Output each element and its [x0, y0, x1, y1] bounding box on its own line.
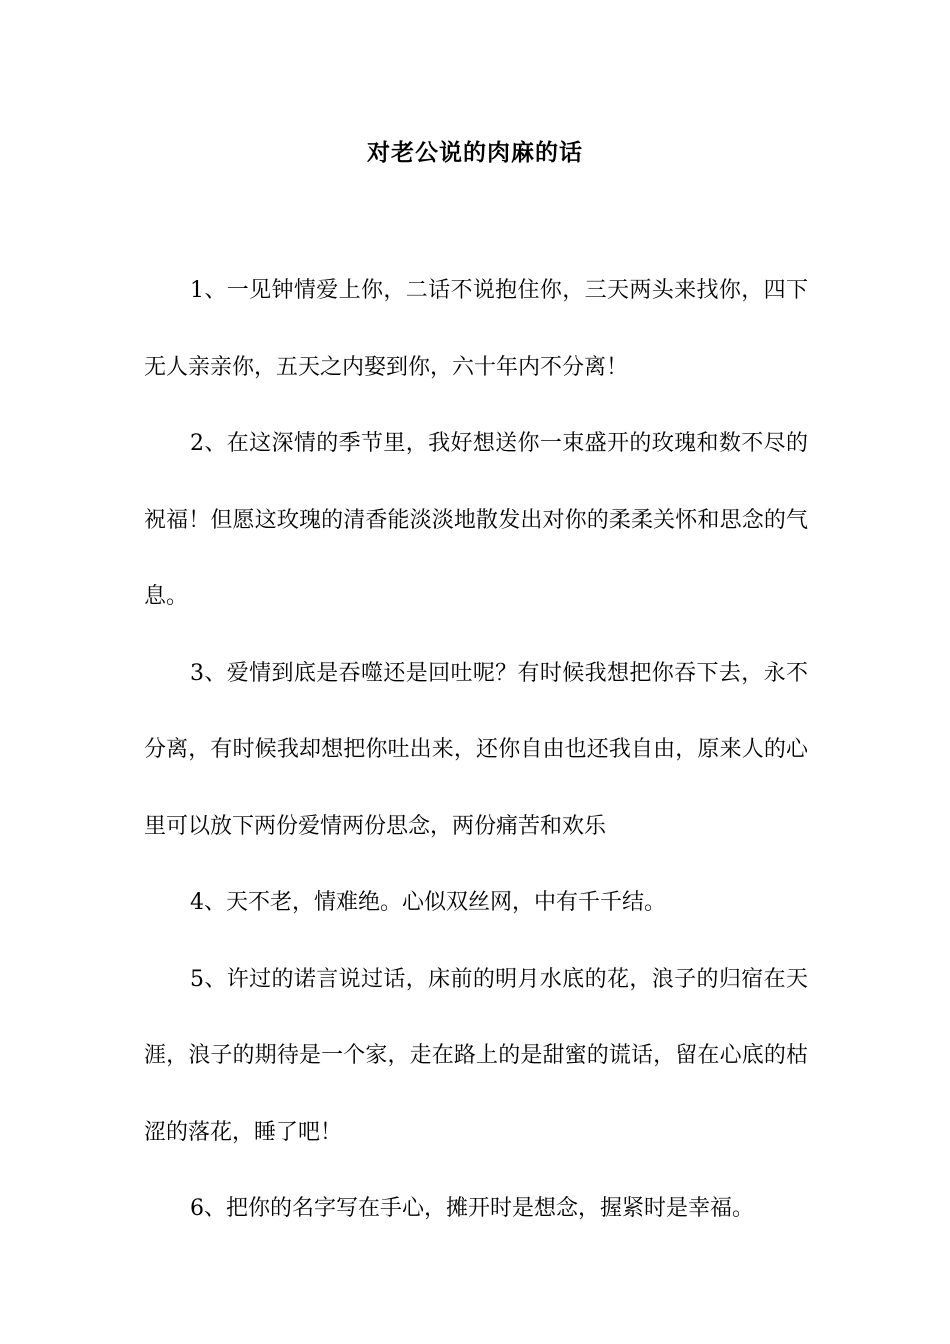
- paragraph-3: 3、爱情到底是吞噬还是回吐呢？有时候我想把你吞下去，永不分离，有时候我却想把你吐出来，还你自由也还我自由，原来人的心里可以放下两份爱情两份思念，两份痛苦和欢乐: [144, 660, 808, 839]
- paragraph-2: 2、在这深情的季节里，我好想送你一束盛开的玫瑰和数不尽的祝福！但愿这玫瑰的清香能淡淡地散发出对你的柔柔关怀和思念的气息。: [144, 431, 808, 609]
- paragraph-4: 4、天不老，情难绝。心似双丝网，中有千千结。: [190, 890, 666, 915]
- document-title: 对老公说的肉麻的话: [367, 140, 583, 166]
- paragraph-1: 1、一见钟情爱上你，二话不说抱住你，三天两头来找你，四下无人亲亲你，五天之内娶到你，六十年内不分离！: [144, 278, 808, 380]
- paragraph-5: 5、许过的诺言说过话，床前的明月水底的花，浪子的归宿在天涯，浪子的期待是一个家，走在路上的是甜蜜的谎话，留在心底的枯涩的落花，睡了吧！: [144, 966, 808, 1145]
- paragraph-6: 6、把你的名字写在手心，摊开时是想念，握紧时是幸福。: [190, 1196, 754, 1221]
- document-body: [144, 253, 808, 1248]
